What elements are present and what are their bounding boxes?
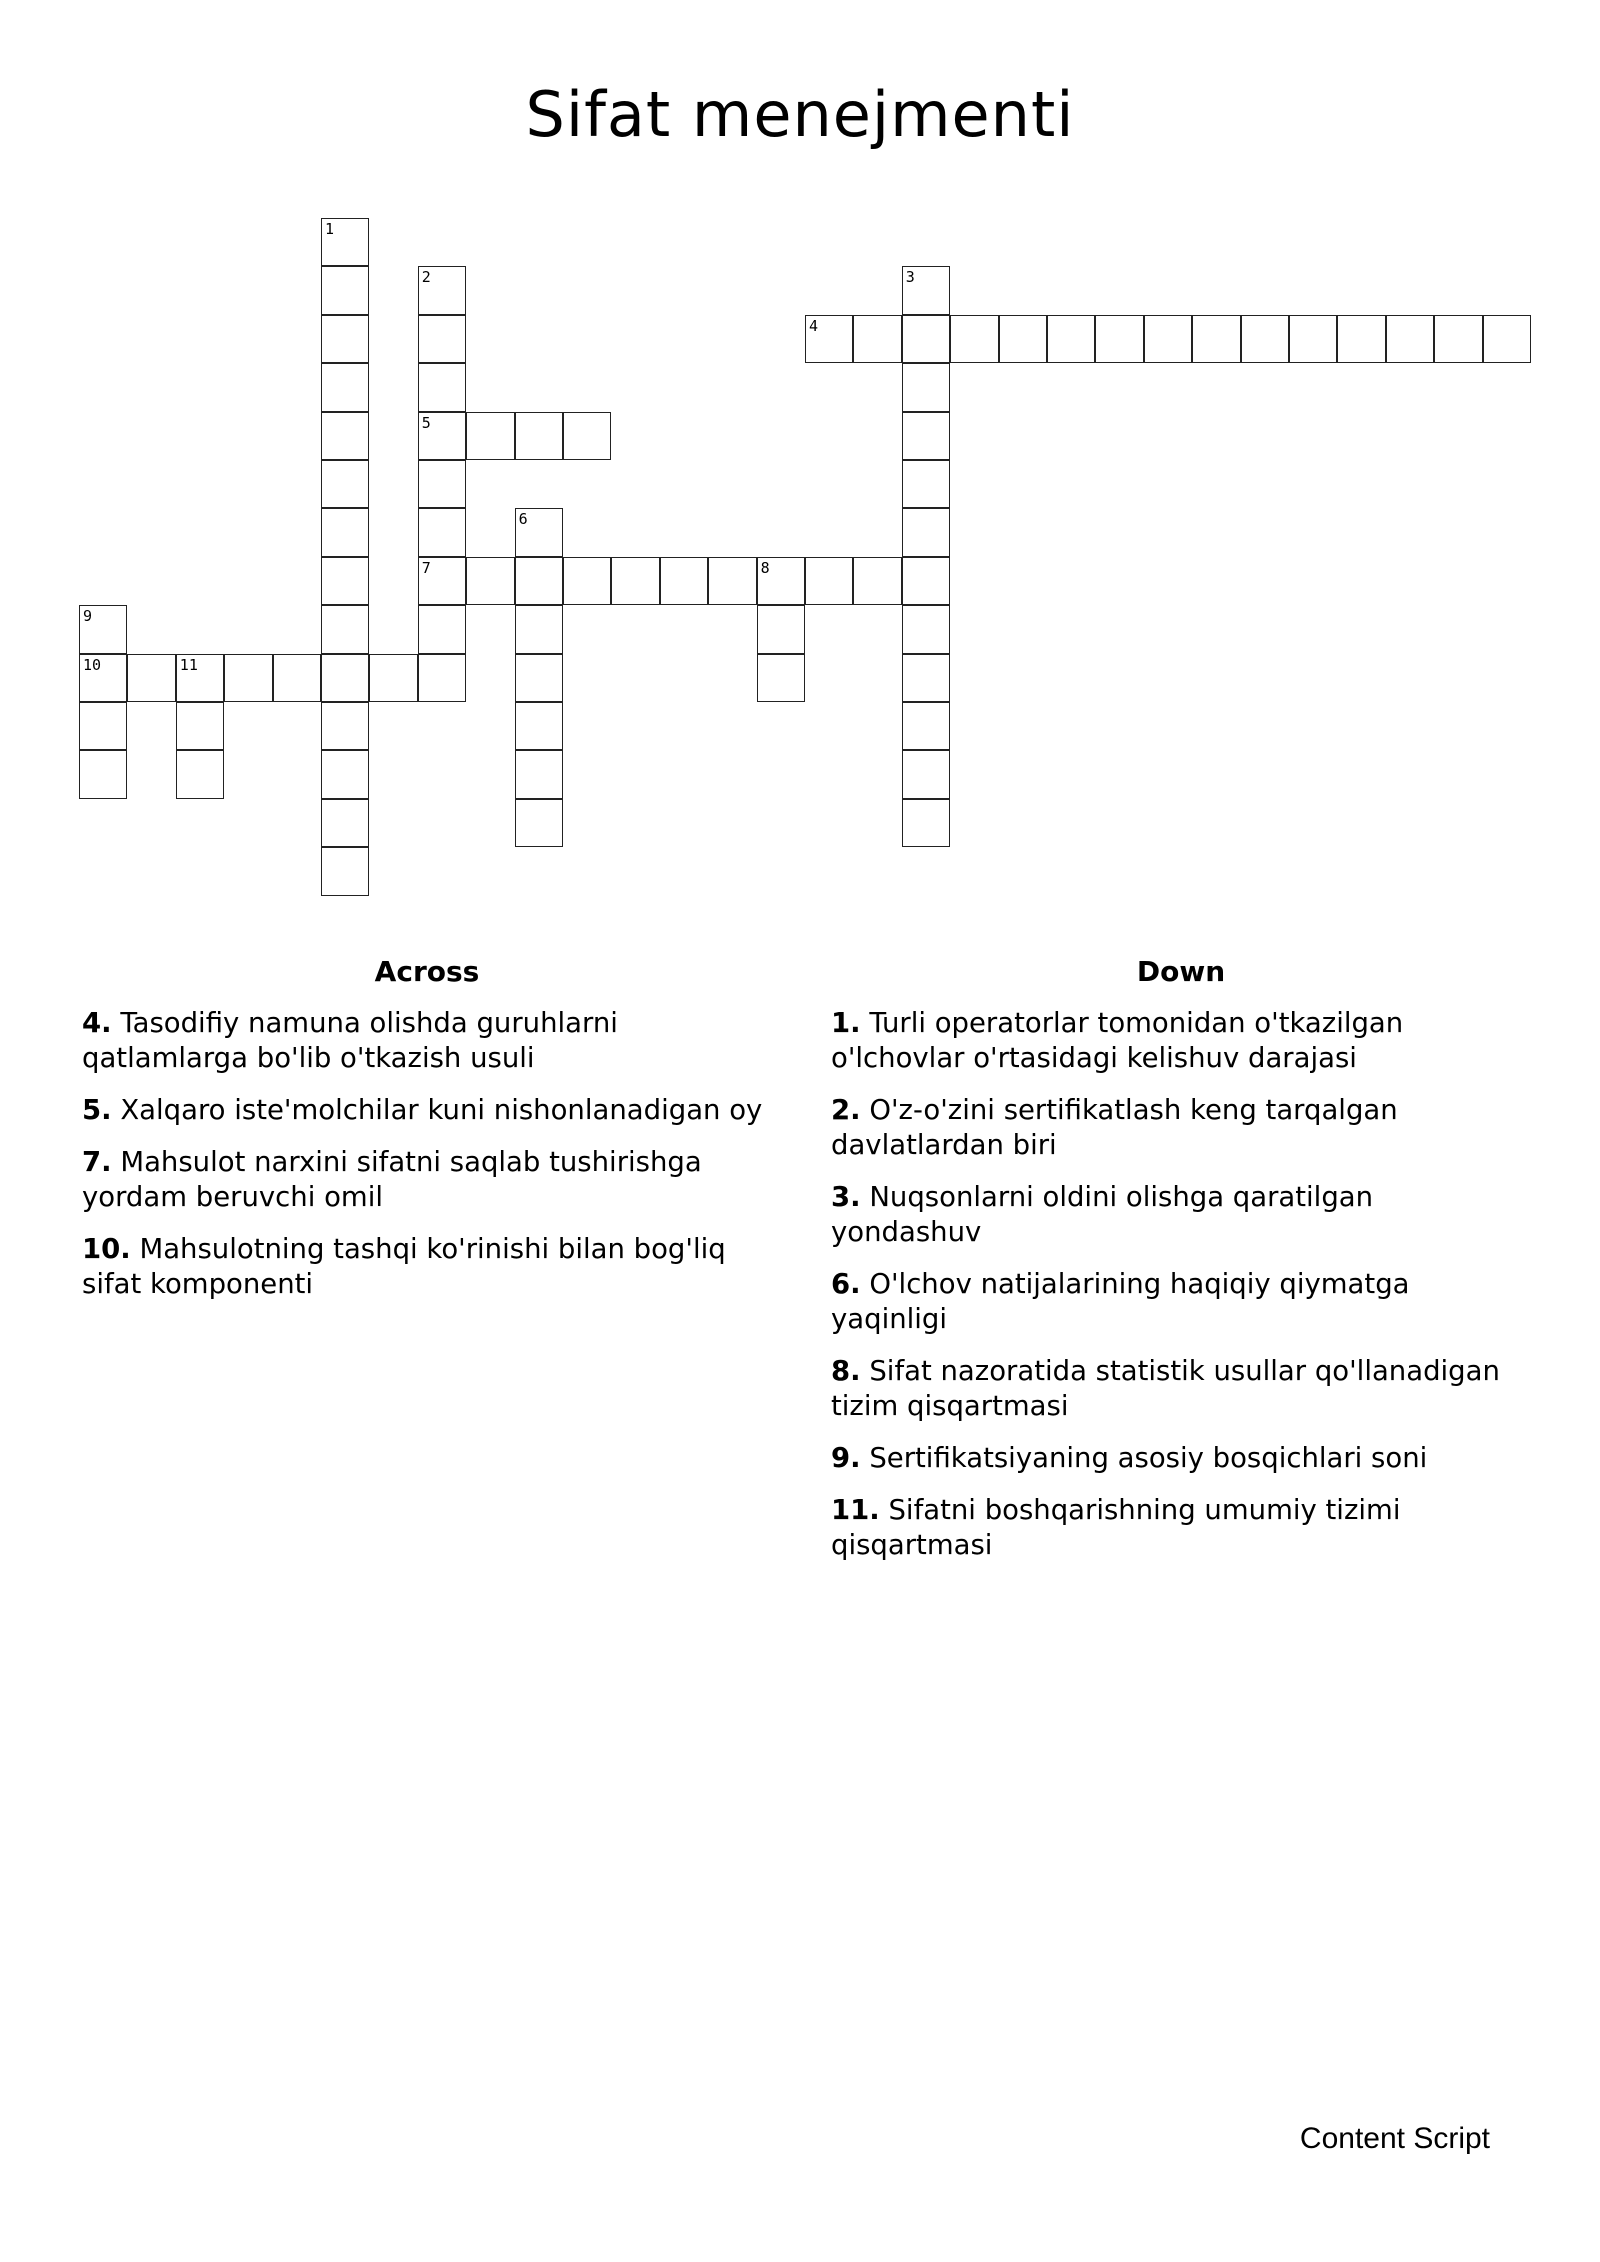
grid-cell[interactable] [515,412,563,460]
grid-cell[interactable] [321,702,369,750]
clue-number-label: 7 [421,558,431,577]
grid-cell-5[interactable] [418,412,466,460]
grid-cell-10[interactable] [79,654,127,702]
clue-number-label: 3 [905,268,915,287]
grid-cell[interactable] [902,460,950,508]
grid-cell[interactable] [418,315,466,363]
clue-text: Tasodifiy namuna olishda guruhlarni qatlamlarga bo'lib o'tkazish usuli [82,1007,618,1074]
grid-cell[interactable] [127,654,175,702]
across-clue-list [82,1006,772,1302]
grid-cell[interactable] [902,412,950,460]
grid-cell[interactable] [321,363,369,411]
grid-cell[interactable] [902,508,950,556]
clue-number: 4. [82,1007,112,1039]
clue-number-label: 5 [421,413,431,432]
grid-cell[interactable] [418,605,466,653]
across-clue [82,1093,772,1128]
clue-number-label: 9 [83,607,93,626]
grid-cell[interactable] [1386,315,1434,363]
grid-cell-1[interactable] [321,218,369,266]
clue-text: Nuqsonlarni oldini olishga qaratilgan yondashuv [831,1181,1374,1248]
down-clue-list [831,1006,1531,1563]
grid-cell[interactable] [902,750,950,798]
grid-cell[interactable] [321,557,369,605]
grid-cell[interactable] [321,315,369,363]
clue-number: 9. [831,1442,861,1474]
grid-cell[interactable] [466,557,514,605]
grid-cell[interactable] [79,750,127,798]
grid-cell[interactable] [757,605,805,653]
grid-cell[interactable] [1483,315,1531,363]
grid-cell[interactable] [902,702,950,750]
across-heading: Across [374,955,480,988]
grid-cell[interactable] [805,557,853,605]
clue-text: Mahsulot narxini sifatni saqlab tushirishga yordam beruvchi omil [82,1146,702,1213]
grid-cell-11[interactable] [176,654,224,702]
grid-cell[interactable] [757,654,805,702]
grid-cell[interactable] [1241,315,1289,363]
grid-cell[interactable] [176,702,224,750]
grid-cell[interactable] [902,799,950,847]
clue-number-label: 8 [760,558,770,577]
grid-cell[interactable] [321,799,369,847]
clue-text: Sifatni boshqarishning umumiy tizimi qisqartmasi [831,1494,1401,1561]
grid-cell[interactable] [515,799,563,847]
grid-cell-4[interactable] [805,315,853,363]
grid-cell[interactable] [1289,315,1337,363]
page-title: Sifat menejmenti [525,78,1075,151]
clue-number: 2. [831,1094,861,1126]
down-clues [831,952,1531,1580]
footer-credit: Content Script [1299,2122,1490,2155]
grid-cell[interactable] [708,557,756,605]
across-clue [82,1006,772,1076]
grid-cell[interactable] [902,605,950,653]
grid-cell[interactable] [902,315,950,363]
grid-cell[interactable] [321,460,369,508]
clue-number: 8. [831,1355,861,1387]
grid-cell[interactable] [79,702,127,750]
down-clue [831,1006,1531,1076]
grid-cell[interactable] [321,508,369,556]
grid-cell[interactable] [418,508,466,556]
grid-cell[interactable] [418,363,466,411]
grid-cell[interactable] [1434,315,1482,363]
grid-cell[interactable] [1047,315,1095,363]
grid-cell[interactable] [321,750,369,798]
grid-cell[interactable] [1337,315,1385,363]
down-clue [831,1493,1531,1563]
grid-cell[interactable] [369,654,417,702]
down-clue [831,1354,1531,1424]
down-heading: Down [1136,955,1226,988]
grid-cell[interactable] [853,557,901,605]
grid-cell-3[interactable] [902,266,950,314]
clue-text: Sifat nazoratida statistik usullar qo'llanadigan tizim qisqartmasi [831,1355,1500,1422]
across-clue [82,1232,772,1302]
clue-number: 1. [831,1007,861,1039]
clue-text: Sertifikatsiyaning asosiy bosqichlari soni [869,1442,1428,1474]
clue-number: 6. [831,1268,861,1300]
down-clue [831,1180,1531,1250]
down-clue [831,1267,1531,1337]
grid-cell[interactable] [611,557,659,605]
crossword-grid [0,0,1600,940]
down-clue [831,1441,1531,1476]
grid-cell[interactable] [563,412,611,460]
grid-cell[interactable] [515,605,563,653]
clue-number-label: 6 [518,510,528,529]
grid-cell[interactable] [321,847,369,895]
clue-text: O'z-o'zini sertifikatlash keng tarqalgan davlatlardan biri [831,1094,1398,1161]
grid-cell-2[interactable] [418,266,466,314]
across-clues [82,952,772,1319]
grid-cell[interactable] [853,315,901,363]
grid-cell[interactable] [321,412,369,460]
clue-number: 11. [831,1494,880,1526]
clue-number-label: 11 [179,655,198,674]
clue-text: O'lchov natijalarining haqiqiy qiymatga yaqinligi [831,1268,1410,1335]
grid-cell[interactable] [563,557,611,605]
grid-cell[interactable] [418,460,466,508]
grid-cell-9[interactable] [79,605,127,653]
grid-cell[interactable] [902,557,950,605]
grid-cell[interactable] [1095,315,1143,363]
grid-cell[interactable] [224,654,272,702]
grid-cell[interactable] [950,315,998,363]
clue-text: Xalqaro iste'molchilar kuni nishonlanadigan oy [120,1094,763,1126]
down-clue [831,1093,1531,1163]
grid-cell-6[interactable] [515,508,563,556]
clue-number: 7. [82,1146,112,1178]
grid-cell[interactable] [902,654,950,702]
across-clue [82,1145,772,1215]
clue-text: Turli operatorlar tomonidan o'tkazilgan o'lchovlar o'rtasidagi kelishuv darajasi [831,1007,1404,1074]
clue-text: Mahsulotning tashqi ko'rinishi bilan bog'liq sifat komponenti [82,1233,726,1300]
grid-cell[interactable] [321,654,369,702]
grid-cell-7[interactable] [418,557,466,605]
grid-cell[interactable] [515,654,563,702]
grid-cell[interactable] [515,557,563,605]
grid-cell[interactable] [273,654,321,702]
grid-cell[interactable] [418,654,466,702]
grid-cell[interactable] [1192,315,1240,363]
grid-cell[interactable] [1144,315,1192,363]
grid-cell[interactable] [466,412,514,460]
clue-number: 10. [82,1233,131,1265]
grid-cell-8[interactable] [757,557,805,605]
grid-cell[interactable] [515,702,563,750]
grid-cell[interactable] [515,750,563,798]
grid-cell[interactable] [902,363,950,411]
grid-cell[interactable] [321,605,369,653]
clue-number-label: 2 [421,268,431,287]
grid-cell[interactable] [176,750,224,798]
clue-number-label: 1 [325,220,335,238]
grid-cell[interactable] [999,315,1047,363]
grid-cell[interactable] [321,266,369,314]
clue-number: 5. [82,1094,112,1126]
clue-number-label: 4 [809,316,819,335]
grid-cell[interactable] [660,557,708,605]
clue-number: 3. [831,1181,861,1213]
clue-number-label: 10 [83,655,102,674]
